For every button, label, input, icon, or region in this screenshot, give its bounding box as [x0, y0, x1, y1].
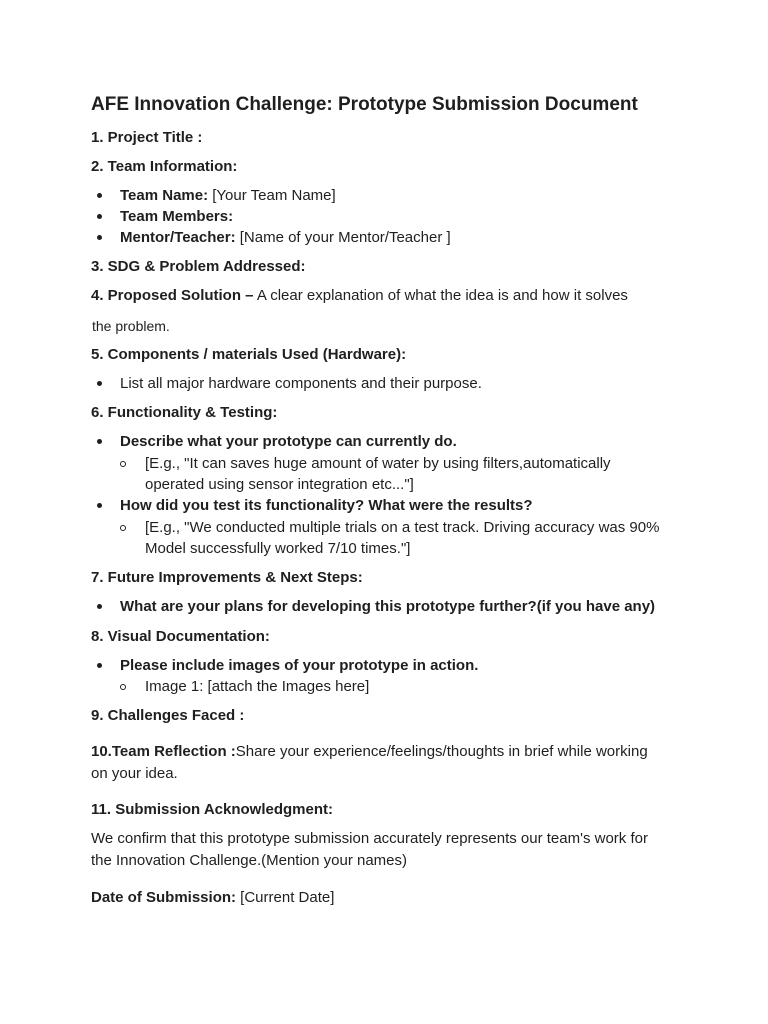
section-team-information: 2. Team Information:	[91, 158, 238, 175]
team-reflection-heading: 10.Team Reflection :	[91, 743, 236, 760]
section-proposed-solution	[91, 285, 691, 307]
date-label: Date of Submission:	[91, 889, 237, 906]
bullet-icon	[97, 439, 102, 444]
functionality-example-line-2: operated using sensor integration etc..."]	[145, 476, 414, 493]
proposed-solution-heading: 4. Proposed Solution –	[91, 287, 254, 304]
team-members-label: Team Members:	[120, 208, 234, 225]
future-q1-text: What are your plans for developing this prototype further?(if you have any)	[120, 598, 656, 615]
section-submission-acknowledgment: 11. Submission Acknowledgment:	[91, 801, 333, 818]
components-text: List all major hardware components and their purpose.	[120, 375, 482, 392]
bullet-icon	[97, 214, 102, 219]
circle-bullet-icon	[120, 684, 126, 690]
image-1-text: Image 1: [attach the Images here]	[145, 678, 370, 695]
bullet-icon	[97, 503, 102, 508]
visual-q1-text: Please include images of your prototype in action.	[120, 657, 479, 674]
section-project-title: 1. Project Title :	[91, 129, 203, 146]
mentor-value: [Name of your Mentor/Teacher ]	[235, 229, 451, 246]
team-reflection-text-2: on your idea.	[91, 765, 178, 782]
bullet-icon	[97, 193, 102, 198]
bullet-icon	[97, 235, 102, 240]
team-name-value: [Your Team Name]	[208, 187, 336, 204]
functionality-example-line-1: [E.g., "It can saves huge amount of water by using filters,automatically	[145, 455, 611, 472]
section-components: 5. Components / materials Used (Hardware):	[91, 346, 407, 363]
functionality-q2-text: How did you test its functionality? What were the results?	[120, 497, 533, 514]
section-sdg-problem: 3. SDG & Problem Addressed:	[91, 258, 306, 275]
team-name-label: Team Name:	[120, 187, 209, 204]
testing-example-line-1: [E.g., "We conducted multiple trials on a test track. Driving accuracy was 90%	[145, 519, 660, 536]
section-functionality-testing: 6. Functionality & Testing:	[91, 404, 278, 421]
section-team-reflection	[91, 741, 691, 763]
section-visual-documentation: 8. Visual Documentation:	[91, 628, 270, 645]
team-reflection-text: Share your experience/feelings/thoughts in brief while working	[235, 743, 648, 760]
acknowledgment-text-1: We confirm that this prototype submission accurately represents our team's work for	[91, 830, 648, 847]
circle-bullet-icon	[120, 461, 126, 467]
acknowledgment-text-2: the Innovation Challenge.(Mention your names)	[91, 852, 408, 869]
section-future-improvements: 7. Future Improvements & Next Steps:	[91, 569, 363, 586]
functionality-q1-text: Describe what your prototype can currently do.	[120, 433, 457, 450]
document-title: AFE Innovation Challenge: Prototype Submission Document	[91, 94, 638, 115]
proposed-solution-text-2: the problem.	[92, 318, 170, 334]
date-of-submission	[91, 887, 691, 909]
section-challenges: 9. Challenges Faced :	[91, 707, 245, 724]
testing-example-line-2: Model successfully worked 7/10 times."]	[145, 540, 411, 557]
bullet-icon	[97, 604, 102, 609]
proposed-solution-text: A clear explanation of what the idea is and how it solves	[253, 287, 628, 304]
mentor-label: Mentor/Teacher:	[120, 229, 236, 246]
date-value: [Current Date]	[236, 889, 335, 906]
circle-bullet-icon	[120, 525, 126, 531]
bullet-icon	[97, 381, 102, 386]
bullet-icon	[97, 663, 102, 668]
